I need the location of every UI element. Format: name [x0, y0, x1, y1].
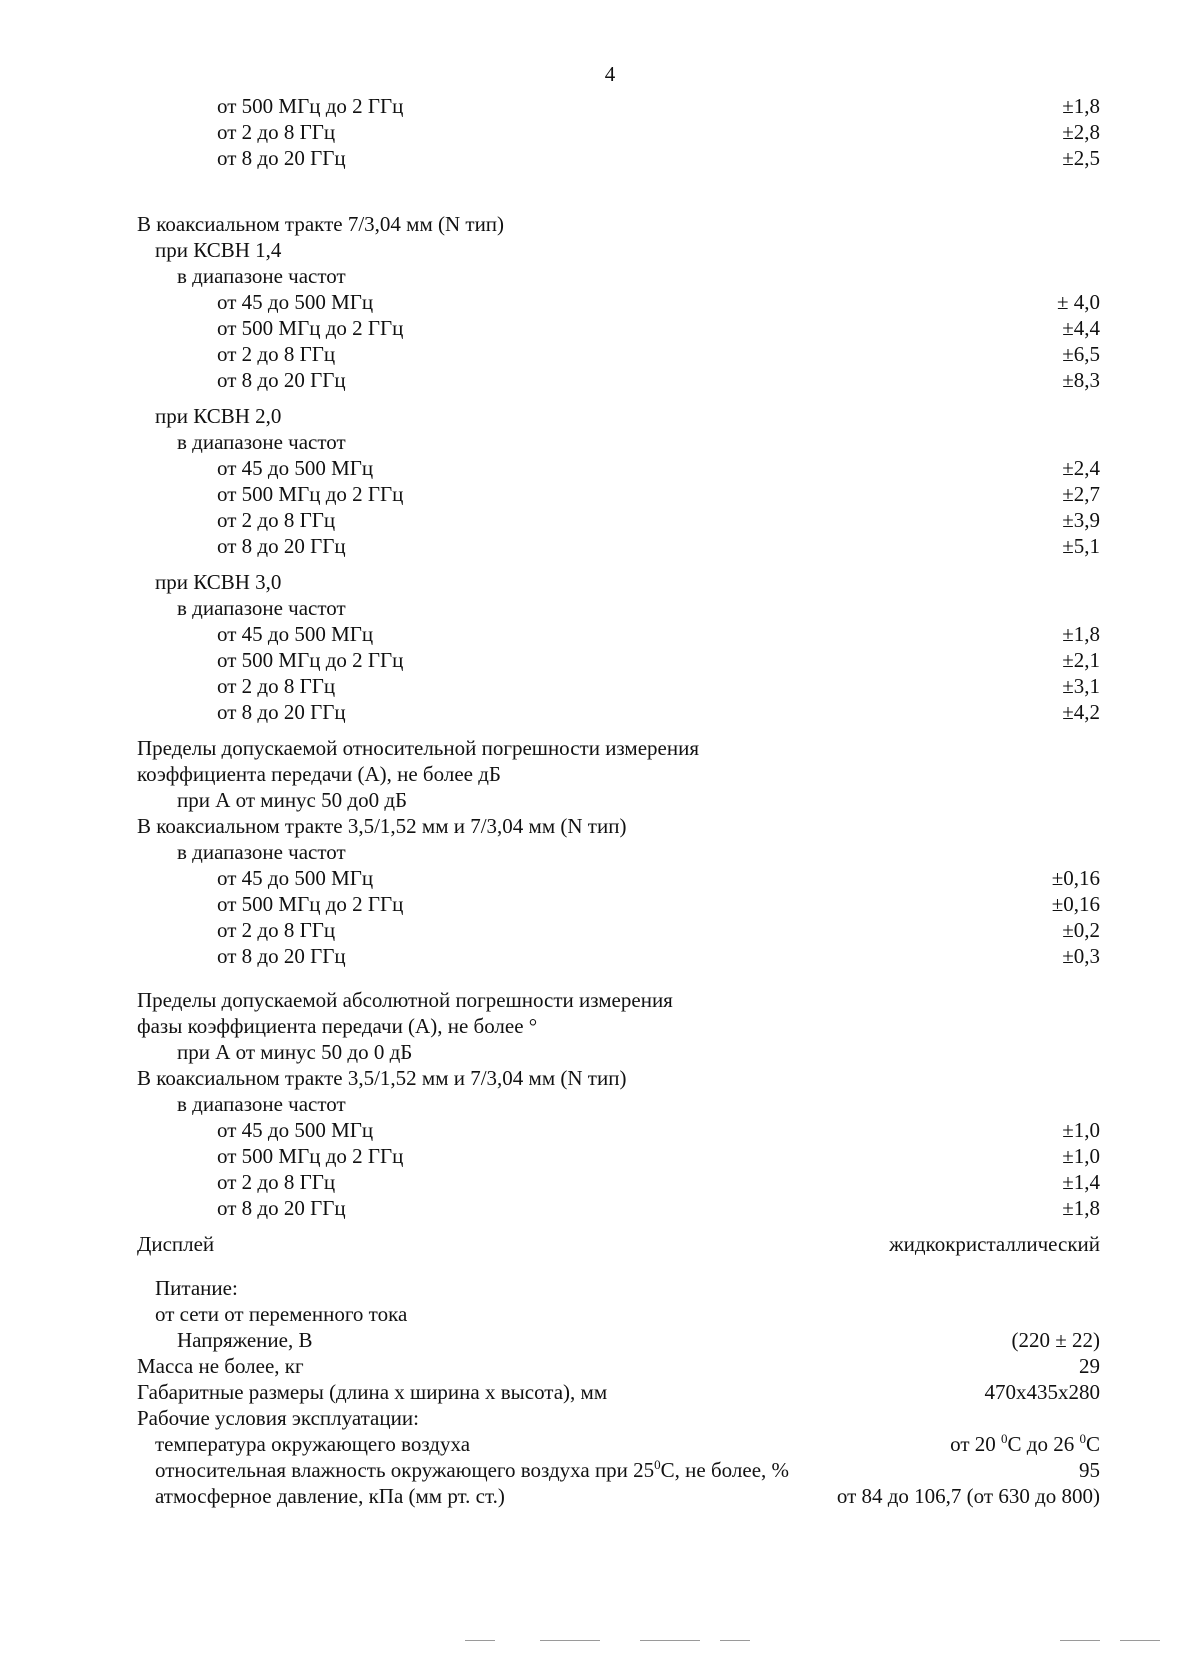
degree-mark: 0 [654, 1457, 661, 1472]
condition-line [137, 1040, 1100, 1066]
freq-range-label: от 45 до 500 МГц [217, 866, 374, 890]
spec-value: ±0,16 [1051, 866, 1100, 890]
spec-value: ±3,9 [1062, 508, 1100, 532]
freq-range-label: от 45 до 500 МГц [217, 622, 374, 646]
power-heading: Питание: [155, 1276, 238, 1300]
spec-value: ±1,8 [1062, 94, 1100, 118]
temperature-to: до 26 [1026, 1432, 1075, 1456]
relative-path: В коаксиальном тракте 3,5/1,52 мм и 7/3,04 мм (N тип) [137, 814, 627, 838]
spec-row [137, 534, 1100, 560]
spec-row [137, 94, 1100, 120]
temperature-unit: C [1007, 1432, 1022, 1456]
voltage-row [137, 1328, 1100, 1354]
vswr-20-label: при КСВН 2,0 [155, 404, 282, 428]
spec-value: ±2,7 [1062, 482, 1100, 506]
freq-range-label: от 500 МГц до 2 ГГц [217, 316, 404, 340]
spec-row [137, 918, 1100, 944]
power-heading-row [137, 1276, 1100, 1302]
spec-row [137, 120, 1100, 146]
humidity-row [137, 1458, 1100, 1484]
temperature-label: температура окружающего воздуха [155, 1432, 471, 1456]
spec-value: ±2,8 [1062, 120, 1100, 144]
freq-range-label: от 45 до 500 МГц [217, 456, 374, 480]
dimensions-value: 470х435х280 [984, 1380, 1100, 1404]
spec-row [137, 508, 1100, 534]
freq-range-label: от 8 до 20 ГГц [217, 944, 346, 968]
section-heading [137, 212, 1100, 238]
operating-heading-row [137, 1406, 1100, 1432]
vswr-30-label: при КСВН 3,0 [155, 570, 282, 594]
freq-range-label: от 500 МГц до 2 ГГц [217, 648, 404, 672]
scan-artifact-line [1120, 1640, 1160, 1641]
page-number: 4 [604, 62, 616, 86]
section-heading [137, 736, 1100, 762]
display-label: Дисплей [137, 1232, 215, 1256]
temperature-value [950, 1432, 1100, 1456]
freq-range-label: от 8 до 20 ГГц [217, 368, 346, 392]
display-row [137, 1232, 1100, 1258]
path-line [137, 1066, 1100, 1092]
spec-row [137, 316, 1100, 342]
humidity-label-end: C, не более, % [660, 1458, 790, 1482]
spec-value: ±5,1 [1062, 534, 1100, 558]
spec-value: ±0,3 [1062, 944, 1100, 968]
spec-row [137, 482, 1100, 508]
humidity-value: 95 [1079, 1458, 1100, 1482]
path-line [137, 814, 1100, 840]
spec-row [137, 290, 1100, 316]
freq-range-heading [137, 840, 1100, 866]
freq-range-label: от 500 МГц до 2 ГГц [217, 892, 404, 916]
vswr-14-label: при КСВН 1,4 [155, 238, 282, 262]
spec-row [137, 1196, 1100, 1222]
spec-value: ±4,4 [1062, 316, 1100, 340]
scan-artifact-line [465, 1640, 495, 1641]
spec-value: ±2,4 [1062, 456, 1100, 480]
spec-value: ±6,5 [1062, 342, 1100, 366]
temperature-unit: C [1085, 1432, 1100, 1456]
spec-value: ±1,0 [1062, 1118, 1100, 1142]
freq-range-heading [137, 1092, 1100, 1118]
relative-heading-line1: Пределы допускаемой относительной погрешности измерения [137, 736, 699, 760]
scan-artifact-line [540, 1640, 600, 1641]
phase-heading-line1: Пределы допускаемой абсолютной погрешности измерения [137, 988, 673, 1012]
scan-artifact-line [1060, 1640, 1100, 1641]
voltage-label: Напряжение, В [177, 1328, 313, 1352]
humidity-label [137, 1458, 789, 1482]
spec-row [137, 674, 1100, 700]
degree-mark: 0 [1001, 1431, 1008, 1446]
relative-heading-line2: коэффициента передачи (А), не более дБ [137, 762, 501, 786]
spec-value: ±4,2 [1062, 700, 1100, 724]
mass-row [137, 1354, 1100, 1380]
spec-value: ±3,1 [1062, 674, 1100, 698]
freq-range-heading [137, 596, 1100, 622]
spec-row [137, 456, 1100, 482]
freq-range-heading [137, 264, 1100, 290]
section-heading [137, 988, 1100, 1014]
scan-artifact-line [720, 1640, 750, 1641]
spec-row [137, 1170, 1100, 1196]
temperature-row [137, 1432, 1100, 1458]
range-heading: в диапазоне частот [177, 430, 346, 454]
spec-value: ±1,0 [1062, 1144, 1100, 1168]
freq-range-label: от 8 до 20 ГГц [217, 146, 346, 170]
freq-range-label: от 8 до 20 ГГц [217, 700, 346, 724]
spec-row [137, 944, 1100, 970]
spec-value: ±1,8 [1062, 622, 1100, 646]
spec-value: ± 4,0 [1056, 290, 1100, 314]
section-heading [137, 762, 1100, 788]
relative-condition: при А от минус 50 до0 дБ [177, 788, 408, 812]
freq-range-label: от 2 до 8 ГГц [217, 674, 336, 698]
freq-range-label: от 2 до 8 ГГц [217, 1170, 336, 1194]
mass-label: Масса не более, кг [137, 1354, 304, 1378]
pressure-row [137, 1484, 1100, 1510]
freq-range-label: от 45 до 500 МГц [217, 1118, 374, 1142]
range-heading: в диапазоне частот [177, 596, 346, 620]
n-type-heading: В коаксиальном тракте 7/3,04 мм (N тип) [137, 212, 505, 236]
voltage-value: (220 ± 22) [1011, 1328, 1100, 1352]
spec-value: ±0,16 [1051, 892, 1100, 916]
spec-row [137, 866, 1100, 892]
range-heading: в диапазоне частот [177, 840, 346, 864]
dimensions-label: Габаритные размеры (длина х ширина х высота), мм [137, 1380, 608, 1404]
freq-range-label: от 8 до 20 ГГц [217, 534, 346, 558]
spec-value: ±2,5 [1062, 146, 1100, 170]
operating-heading: Рабочие условия эксплуатации: [137, 1406, 419, 1430]
vswr-label [137, 404, 1100, 430]
display-value: жидкокристаллический [889, 1232, 1100, 1256]
freq-range-label: от 45 до 500 МГц [217, 290, 374, 314]
humidity-label-start: относительная влажность окружающего воздуха при 25 [155, 1458, 655, 1482]
spec-row [137, 1118, 1100, 1144]
freq-range-heading [137, 430, 1100, 456]
phase-condition: при А от минус 50 до 0 дБ [177, 1040, 413, 1064]
scan-artifact-line [640, 1640, 700, 1641]
spec-row [137, 146, 1100, 172]
spec-row [137, 700, 1100, 726]
mass-value: 29 [1079, 1354, 1100, 1378]
condition-line [137, 788, 1100, 814]
phase-heading-line2: фазы коэффициента передачи (А), не более ° [137, 1014, 538, 1038]
degree-mark: 0 [1079, 1431, 1086, 1446]
freq-range-label: от 500 МГц до 2 ГГц [217, 482, 404, 506]
spec-row [137, 342, 1100, 368]
freq-range-label: от 8 до 20 ГГц [217, 1196, 346, 1220]
freq-range-label: от 500 МГц до 2 ГГц [217, 94, 404, 118]
spec-value: ±0,2 [1062, 918, 1100, 942]
power-source-row [137, 1302, 1100, 1328]
spec-row [137, 892, 1100, 918]
freq-range-label: от 2 до 8 ГГц [217, 918, 336, 942]
freq-range-label: от 2 до 8 ГГц [217, 508, 336, 532]
power-source: от сети от переменного тока [155, 1302, 408, 1326]
pressure-value: от 84 до 106,7 (от 630 до 800) [836, 1484, 1100, 1508]
section-heading [137, 1014, 1100, 1040]
spec-row [137, 648, 1100, 674]
spec-value: ±8,3 [1062, 368, 1100, 392]
spec-value: ±2,1 [1062, 648, 1100, 672]
spec-row [137, 622, 1100, 648]
document-body [137, 94, 1100, 1510]
freq-range-label: от 2 до 8 ГГц [217, 342, 336, 366]
pressure-label: атмосферное давление, кПа (мм рт. ст.) [155, 1484, 505, 1508]
spec-value: ±1,4 [1062, 1170, 1100, 1194]
spec-row [137, 1144, 1100, 1170]
temperature-from: от 20 [950, 1432, 996, 1456]
freq-range-label: от 2 до 8 ГГц [217, 120, 336, 144]
vswr-label [137, 238, 1100, 264]
freq-range-label: от 500 МГц до 2 ГГц [217, 1144, 404, 1168]
range-heading: в диапазоне частот [177, 264, 346, 288]
spec-row [137, 368, 1100, 394]
spec-value: ±1,8 [1062, 1196, 1100, 1220]
range-heading: в диапазоне частот [177, 1092, 346, 1116]
dimensions-row [137, 1380, 1100, 1406]
phase-path: В коаксиальном тракте 3,5/1,52 мм и 7/3,04 мм (N тип) [137, 1066, 627, 1090]
vswr-label [137, 570, 1100, 596]
